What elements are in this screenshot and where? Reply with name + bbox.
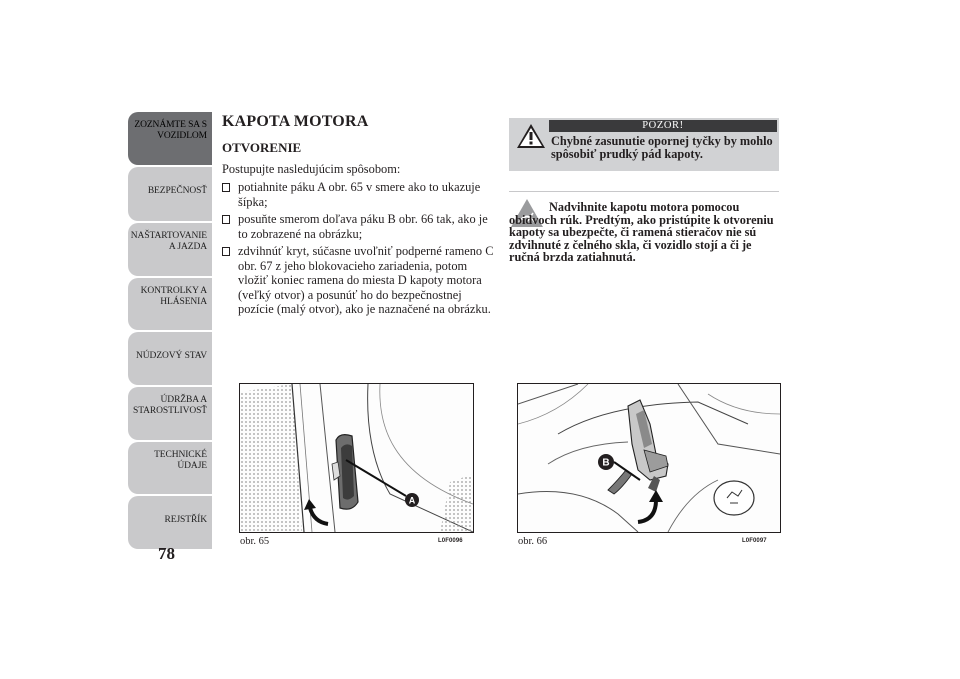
tab-udrzba-a-starostlivost[interactable] [128, 387, 212, 440]
checkbox-bullet-icon [222, 183, 230, 192]
figure-caption: obr. 65 [240, 536, 270, 547]
tab-label: ÚDRŽBA A STAROSTLIVOSŤ [133, 395, 207, 416]
tab-nastartovanie-a-jazda[interactable] [128, 223, 212, 276]
figure-65 [239, 383, 474, 533]
checkbox-bullet-icon [222, 247, 230, 256]
figure-code: L0F0097 [742, 538, 767, 544]
tab-label: REJSTŘÍK [164, 515, 207, 525]
info-text-content: Nadvihnite kapotu motora pomocou obidvoch rúk. Predtým, ako pristúpite k otvoreniu kapoty sa ubezpečte, či ramená stieračov nie sú zdvihnuté z čelného skla, či vozidlo stojí a či je ručná brzda zatiahnutá. [509, 200, 774, 264]
checkbox-bullet-icon [222, 215, 230, 224]
divider [509, 191, 779, 192]
tab-rejstrik[interactable] [128, 496, 212, 549]
tab-label: KONTROLKY A HLÁSENIA [140, 286, 207, 307]
callout-label-b: B [602, 457, 610, 469]
intro-text: Postupujte nasledujúcim spôsobom: [222, 162, 401, 176]
list-item [222, 212, 494, 241]
step-text: potiahnite páku A obr. 65 v smere ako to ukazuje šípka; [238, 180, 481, 209]
hood-safety-catch-illustration [518, 384, 780, 532]
tab-zoznamte-sa-s-vozidlom[interactable] [128, 112, 212, 165]
figure-code: L0F0096 [438, 538, 463, 544]
tab-label: NÚDZOVÝ STAV [136, 351, 207, 361]
steps-list [222, 180, 494, 320]
callout-label-a: A [408, 495, 416, 506]
list-item [222, 244, 494, 317]
info-text [509, 201, 781, 264]
warning-header: POZOR! [549, 120, 777, 132]
figure-66 [517, 383, 781, 533]
warning-text: Chybné zasunutie opornej tyčky by mohlo spôsobiť prudký pád kapoty. [551, 134, 773, 161]
tab-label: NAŠTARTOVANIE A JAZDA [130, 231, 207, 252]
page-number: 78 [158, 544, 175, 563]
tab-technicke-udaje[interactable] [128, 442, 212, 494]
tab-bezpecnost[interactable] [128, 167, 212, 221]
section-title: KAPOTA MOTORA [222, 113, 369, 130]
warning-triangle-icon [516, 123, 546, 149]
tab-nudzovy-stav[interactable] [128, 332, 212, 385]
tab-label: ZOZNÁMTE SA S VOZIDLOM [134, 120, 207, 141]
step-text: posuňte smerom doľava páku B obr. 66 tak, ako je to zobrazené na obrázku; [238, 212, 488, 241]
hood-release-lever-illustration [240, 384, 473, 532]
tab-label: BEZPEČNOSŤ [147, 186, 207, 196]
figure-caption: obr. 66 [518, 536, 548, 547]
step-text: zdvihnúť kryt, súčasne uvoľniť podperné rameno C obr. 67 z jeho blokovacieho zariadenia, potom vložiť koniec ramena do miesta D kapoty motora (veľký otvor) a posunúť ho do bezpečnostnej pozície (malý otvor), ako je naznačené na obrázku. [238, 244, 494, 316]
subsection-title: OTVORENIE [222, 140, 302, 155]
list-item [222, 180, 494, 209]
section-tabs [128, 112, 212, 551]
tab-kontrolky-a-hlasenia[interactable] [128, 278, 212, 330]
tab-label: TECHNICKÉ ÚDAJE [154, 450, 207, 471]
